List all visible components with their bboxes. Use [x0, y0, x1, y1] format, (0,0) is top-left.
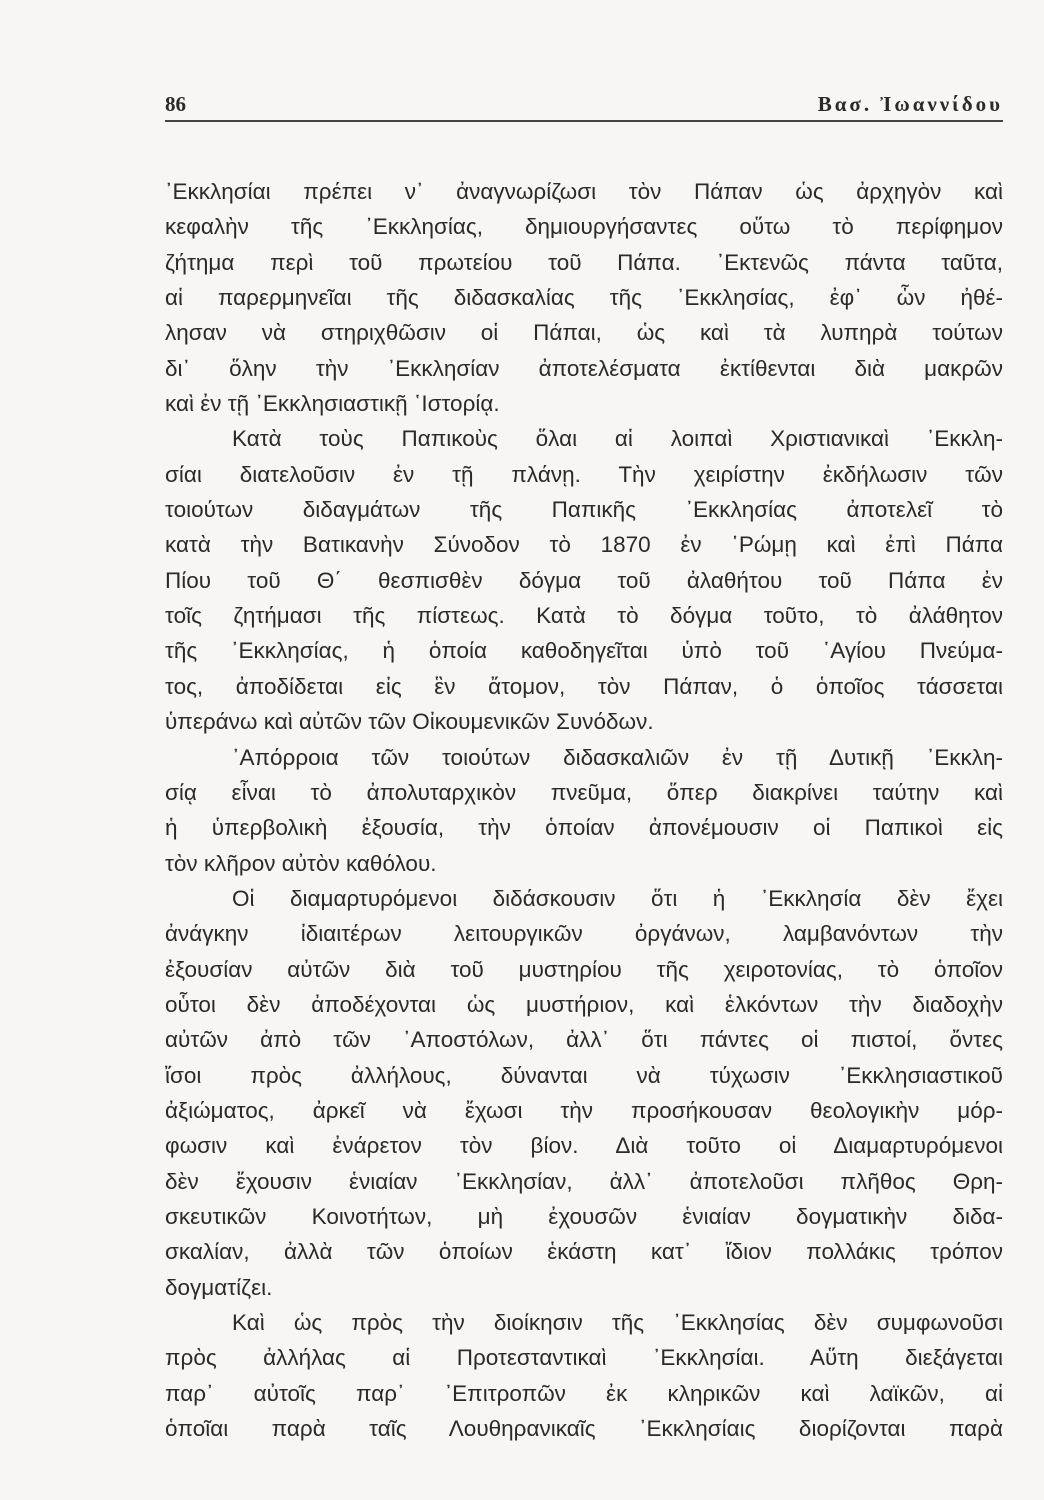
- header-rule: [165, 120, 1003, 122]
- text-line: καὶ ἐν τῇ ᾿Εκκλησιαστικῇ ῾Ιστορίᾳ.: [165, 391, 500, 417]
- paragraph: [165, 1305, 1003, 1446]
- paragraph: [165, 174, 1003, 421]
- text-line: τος, ἀποδίδεται εἰς ἓν ἄτομον, τὸν Πάπαν, ὁ ὁποῖος τάσσεται: [165, 673, 1003, 699]
- paragraph: [165, 740, 1003, 881]
- text-line: δὲν ἔχουσιν ἑνιαίαν ᾿Εκκλησίαν, ἀλλ᾿ ἀποτελοῦσι πλῆθος Θρη-: [165, 1168, 1003, 1194]
- text-line: τὸν κλῆρον αὐτὸν καθόλου.: [165, 850, 437, 876]
- text-line: ἴσοι πρὸς ἀλλήλους, δύνανται νὰ τύχωσιν ᾿Εκκλησιαστικοῦ: [165, 1062, 1003, 1088]
- text-line: σκαλίαν, ἀλλὰ τῶν ὁποίων ἑκάστη κατ᾿ ἴδιον πολλάκις τρόπον: [165, 1239, 1003, 1265]
- running-head-author: Βασ. Ἰωαννίδου: [817, 92, 1003, 116]
- text-line: τοιούτων διδαγμάτων τῆς Παπικῆς ᾿Εκκλησίας ἀποτελεῖ τὸ: [165, 497, 1003, 523]
- text-line: ἐξουσίαν αὐτῶν διὰ τοῦ μυστηρίου τῆς χειροτονίας, τὸ ὁποῖον: [165, 956, 1003, 982]
- text-line: κεφαλὴν τῆς ᾿Εκκλησίας, δημιουργήσαντες οὕτω τὸ περίφημον: [165, 214, 1003, 240]
- text-line: Οἱ διαμαρτυρόμενοι διδάσκουσιν ὅτι ἡ ᾿Εκκλησία δὲν ἔχει: [232, 885, 1003, 911]
- text-line: δογματίζει.: [165, 1274, 273, 1300]
- text-line: ἡ ὑπερβολικὴ ἐξουσία, τὴν ὁποίαν ἀπονέμουσιν οἱ Παπικοὶ εἰς: [165, 815, 1003, 841]
- paragraph: [165, 881, 1003, 1305]
- text-line: πρὸς ἀλλήλας αἱ Προτεσταντικαὶ ᾿Εκκλησίαι. Αὕτη διεξάγεται: [165, 1345, 1003, 1371]
- text-line: Καὶ ὡς πρὸς τὴν διοίκησιν τῆς ᾿Εκκλησίας δὲν συμφωνοῦσι: [232, 1310, 1003, 1335]
- text-line: παρ᾿ αὐτοῖς παρ᾿ ᾿Επιτροπῶν ἐκ κληρικῶν καὶ λαϊκῶν, αἱ: [165, 1380, 1003, 1406]
- text-line: τοῖς ζητήμασι τῆς πίστεως. Κατὰ τὸ δόγμα τοῦτο, τὸ ἀλάθητον: [165, 603, 1003, 629]
- text-line: ἀνάγκην ἰδιαιτέρων λειτουργικῶν ὀργάνων, λαμβανόντων τὴν: [165, 921, 1003, 947]
- text-line: δι᾿ ὅλην τὴν ᾿Εκκλησίαν ἀποτελέσματα ἐκτίθενται διὰ μακρῶν: [165, 355, 1003, 381]
- text-line: Κατὰ τοὺς Παπικοὺς ὅλαι αἱ λοιπαὶ Χριστιανικαὶ ᾿Εκκλη-: [232, 426, 1003, 452]
- text-line: ἀξιώματος, ἀρκεῖ νὰ ἔχωσι τὴν προσήκουσαν θεολογικὴν μόρ-: [165, 1097, 1003, 1123]
- text-line: λησαν νὰ στηριχθῶσιν οἱ Πάπαι, ὡς καὶ τὰ λυπηρὰ τούτων: [165, 320, 1003, 346]
- body-text: [165, 174, 1003, 1446]
- text-line: ᾿Απόρροια τῶν τοιούτων διδασκαλιῶν ἐν τῇ Δυτικῇ ᾿Εκκλη-: [232, 744, 1003, 770]
- running-header: [165, 92, 1003, 118]
- page-number: 86: [165, 92, 186, 116]
- text-line: σίαι διατελοῦσιν ἐν τῇ πλάνῃ. Τὴν χειρίστην ἐκδήλωσιν τῶν: [165, 461, 1003, 487]
- text-line: φωσιν καὶ ἐνάρετον τὸν βίον. Διὰ τοῦτο οἱ Διαμαρτυρόμενοι: [165, 1133, 1003, 1159]
- text-line: οὗτοι δὲν ἀποδέχονται ὡς μυστήριον, καὶ ἑλκόντων τὴν διαδοχὴν: [165, 991, 1003, 1017]
- text-line: αἱ παρερμηνεῖαι τῆς διδασκαλίας τῆς ᾿Εκκλησίας, ἐφ᾿ ὧν ἠθέ-: [165, 285, 1003, 311]
- text-line: τῆς ᾿Εκκλησίας, ἡ ὁποία καθοδηγεῖται ὑπὸ τοῦ ῾Αγίου Πνεύμα-: [165, 638, 1003, 664]
- text-line: ζήτημα περὶ τοῦ πρωτείου τοῦ Πάπα. ᾿Εκτενῶς πάντα ταῦτα,: [165, 249, 1003, 275]
- text-line: ᾿Εκκλησίαι πρέπει ν᾿ ἀναγνωρίζωσι τὸν Πάπαν ὡς ἀρχηγὸν καὶ: [165, 179, 1003, 204]
- text-line: αὐτῶν ἀπὸ τῶν ᾿Αποστόλων, ἀλλ᾿ ὅτι πάντες οἱ πιστοί, ὄντες: [165, 1027, 1003, 1053]
- text-line: ὑπεράνω καὶ αὐτῶν τῶν Οἰκουμενικῶν Συνόδων.: [165, 709, 654, 735]
- text-line: σκευτικῶν Κοινοτήτων, μὴ ἐχουσῶν ἑνιαίαν δογματικὴν διδα-: [165, 1203, 1003, 1229]
- text-line: Πίου τοῦ Θ΄ θεσπισθὲν δόγμα τοῦ ἀλαθήτου τοῦ Πάπα ἐν: [165, 567, 1003, 593]
- paragraph: [165, 421, 1003, 739]
- text-line: ὁποῖαι παρὰ ταῖς Λουθηρανικαῖς ᾿Εκκλησίαις διορίζονται παρὰ: [165, 1416, 1003, 1442]
- text-line: κατὰ τὴν Βατικανὴν Σύνοδον τὸ 1870 ἐν ῾Ρώμῃ καὶ ἐπὶ Πάπα: [165, 532, 1003, 558]
- text-line: σίᾳ εἶναι τὸ ἀπολυταρχικὸν πνεῦμα, ὅπερ διακρίνει ταύτην καὶ: [165, 779, 1003, 805]
